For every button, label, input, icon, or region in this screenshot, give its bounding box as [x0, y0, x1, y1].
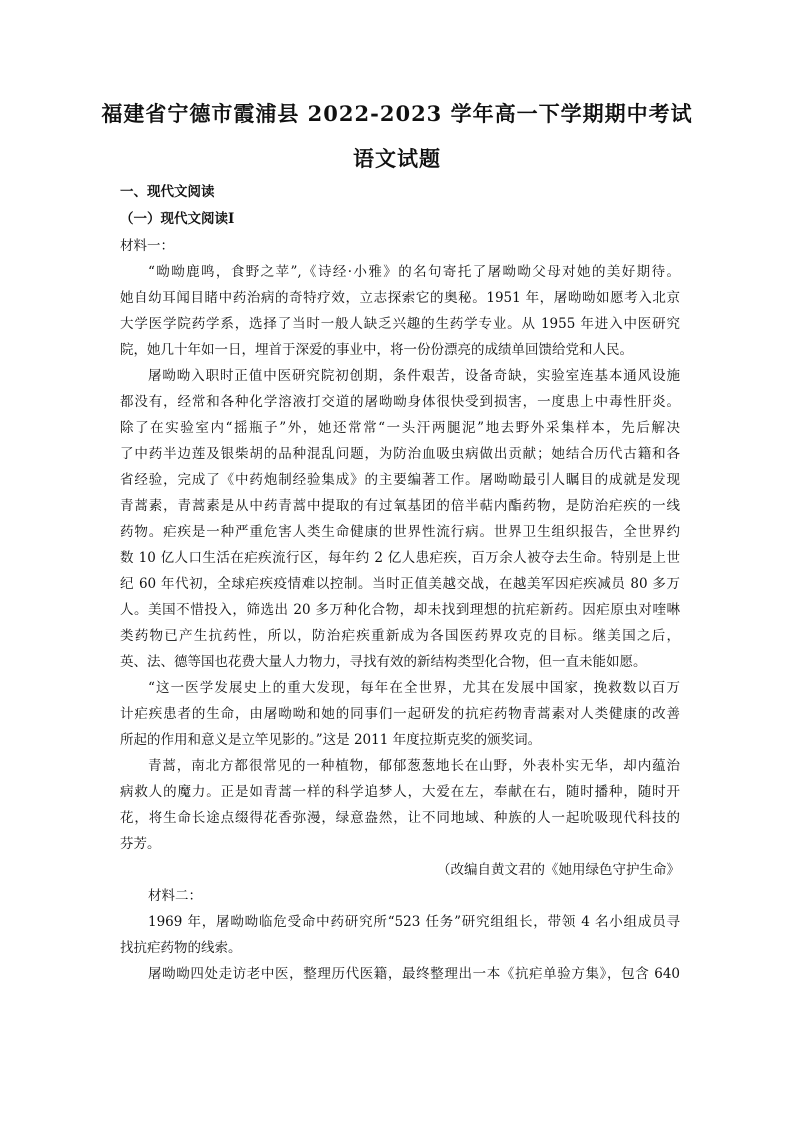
paragraph-line: 英、法、德等国也花费大量人力物力，寻找有效的新结构类型化合物，但一直未能如愿。	[120, 654, 647, 670]
paragraph-line: 省经验，完成了《中药炮制经验集成》的主要编著工作。屠呦呦最引人瞩目的成就是发现	[120, 472, 680, 488]
paragraph-line: 计疟疾患者的生命，由屠呦呦和她的同事们一起研发的抗疟药物青蒿素对人类健康的改善	[120, 706, 680, 722]
source-citation: （改编自黄文君的《她用绿色守护生命》	[437, 862, 680, 878]
paragraph-line: “呦呦鹿鸣，食野之苹”,《诗经·小雅》的名句寄托了屠呦呦父母对她的美好期待。	[148, 264, 680, 280]
paragraph-line: 了中药半边莲及银柴胡的品种混乱问题，为防治血吸虫病做出贡献；她结合历代古籍和各	[120, 446, 680, 462]
section-heading: 一、现代文阅读	[120, 184, 215, 200]
material-label: 材料二：	[148, 888, 202, 904]
paragraph-line: 屠呦呦四处走访老中医，整理历代医籍，最终整理出一本《抗疟单验方集》，包含 640	[148, 966, 680, 982]
paragraph-line: 花，将生命长途点缀得花香弥漫，绿意盎然，让不同地域、种族的人一起吮吸现代科技的	[120, 810, 680, 826]
paragraph-line: 大学医学院药学系，选择了当时一般人缺乏兴趣的生药学专业。从 1955 年进入中医研究	[120, 316, 680, 332]
paragraph-line: 数 10 亿人口生活在疟疾流行区，每年约 2 亿人患疟疾，百万余人被夺去生命。特别是上世	[120, 550, 680, 566]
paragraph-line: 青蒿，南北方都很常见的一种植物，郁郁葱葱地长在山野，外表朴实无华，却内蕴治	[148, 758, 680, 774]
document-title: 福建省宁德市霞浦县 2022-2023 学年高一下学期期中考试	[101, 101, 693, 126]
paragraph-line: 青蒿素，青蒿素是从中药青蒿中提取的有过氧基团的倍半萜内酯药物，是防治疟疾的一线	[120, 498, 680, 514]
paragraph-line: 纪 60 年代初，全球疟疾疫情难以控制。当时正值美越交战，在越美军因疟疾减员 80 多万	[120, 576, 680, 592]
subsection-heading: （一）现代文阅读Ⅰ	[120, 211, 235, 227]
paragraph-line: 芬芳。	[120, 836, 161, 852]
paragraph-line: 1969 年，屠呦呦临危受命中药研究所“523 任务”研究组组长，带领 4 名小组成员寻	[148, 914, 680, 930]
paragraph-line: 屠呦呦入职时正值中医研究院初创期，条件艰苦，设备奇缺，实验室连基本通风设施	[148, 368, 680, 384]
paragraph-line: 她自幼耳闻目睹中药治病的奇特疗效，立志探索它的奥秘。1951 年，屠呦呦如愿考入北京	[120, 290, 680, 306]
paragraph-line: 都没有，经常和各种化学溶液打交道的屠呦呦身体很快受到损害，一度患上中毒性肝炎。	[120, 394, 680, 410]
paragraph-line: 病救人的魔力。正是如青蒿一样的科学追梦人，大爱在左，奉献在右，随时播种，随时开	[120, 784, 680, 800]
material-label: 材料一：	[120, 238, 174, 254]
paragraph-line: “这一医学发展史上的重大发现，每年在全世界，尤其在发展中国家，挽救数以百万	[148, 680, 680, 696]
paragraph-line: 所起的作用和意义是立竿见影的。”这是 2011 年度拉斯克奖的颁奖词。	[120, 732, 542, 748]
paragraph-line: 类药物已产生抗药性，所以，防治疟疾重新成为各国医药界攻克的目标。继美国之后，	[120, 628, 680, 644]
document-subtitle: 语文试题	[353, 146, 441, 171]
article-body	[120, 233, 680, 987]
paragraph-line: 人。美国不惜投入，筛选出 20 多万种化合物，却未找到理想的抗疟新药。因疟原虫对喹啉	[120, 602, 680, 618]
paragraph-line: 药物。疟疾是一种严重危害人类生命健康的世界性流行病。世界卫生组织报告，全世界约	[120, 524, 680, 540]
paragraph-line: 找抗疟药物的线索。	[120, 940, 242, 956]
paragraph-line: 除了在实验室内“摇瓶子”外，她还常常“一头汗两腿泥”地去野外采集样本，先后解决	[120, 420, 680, 436]
paragraph-line: 院，她几十年如一日，埋首于深爱的事业中，将一份份漂亮的成绩单回馈给党和人民。	[120, 342, 633, 358]
